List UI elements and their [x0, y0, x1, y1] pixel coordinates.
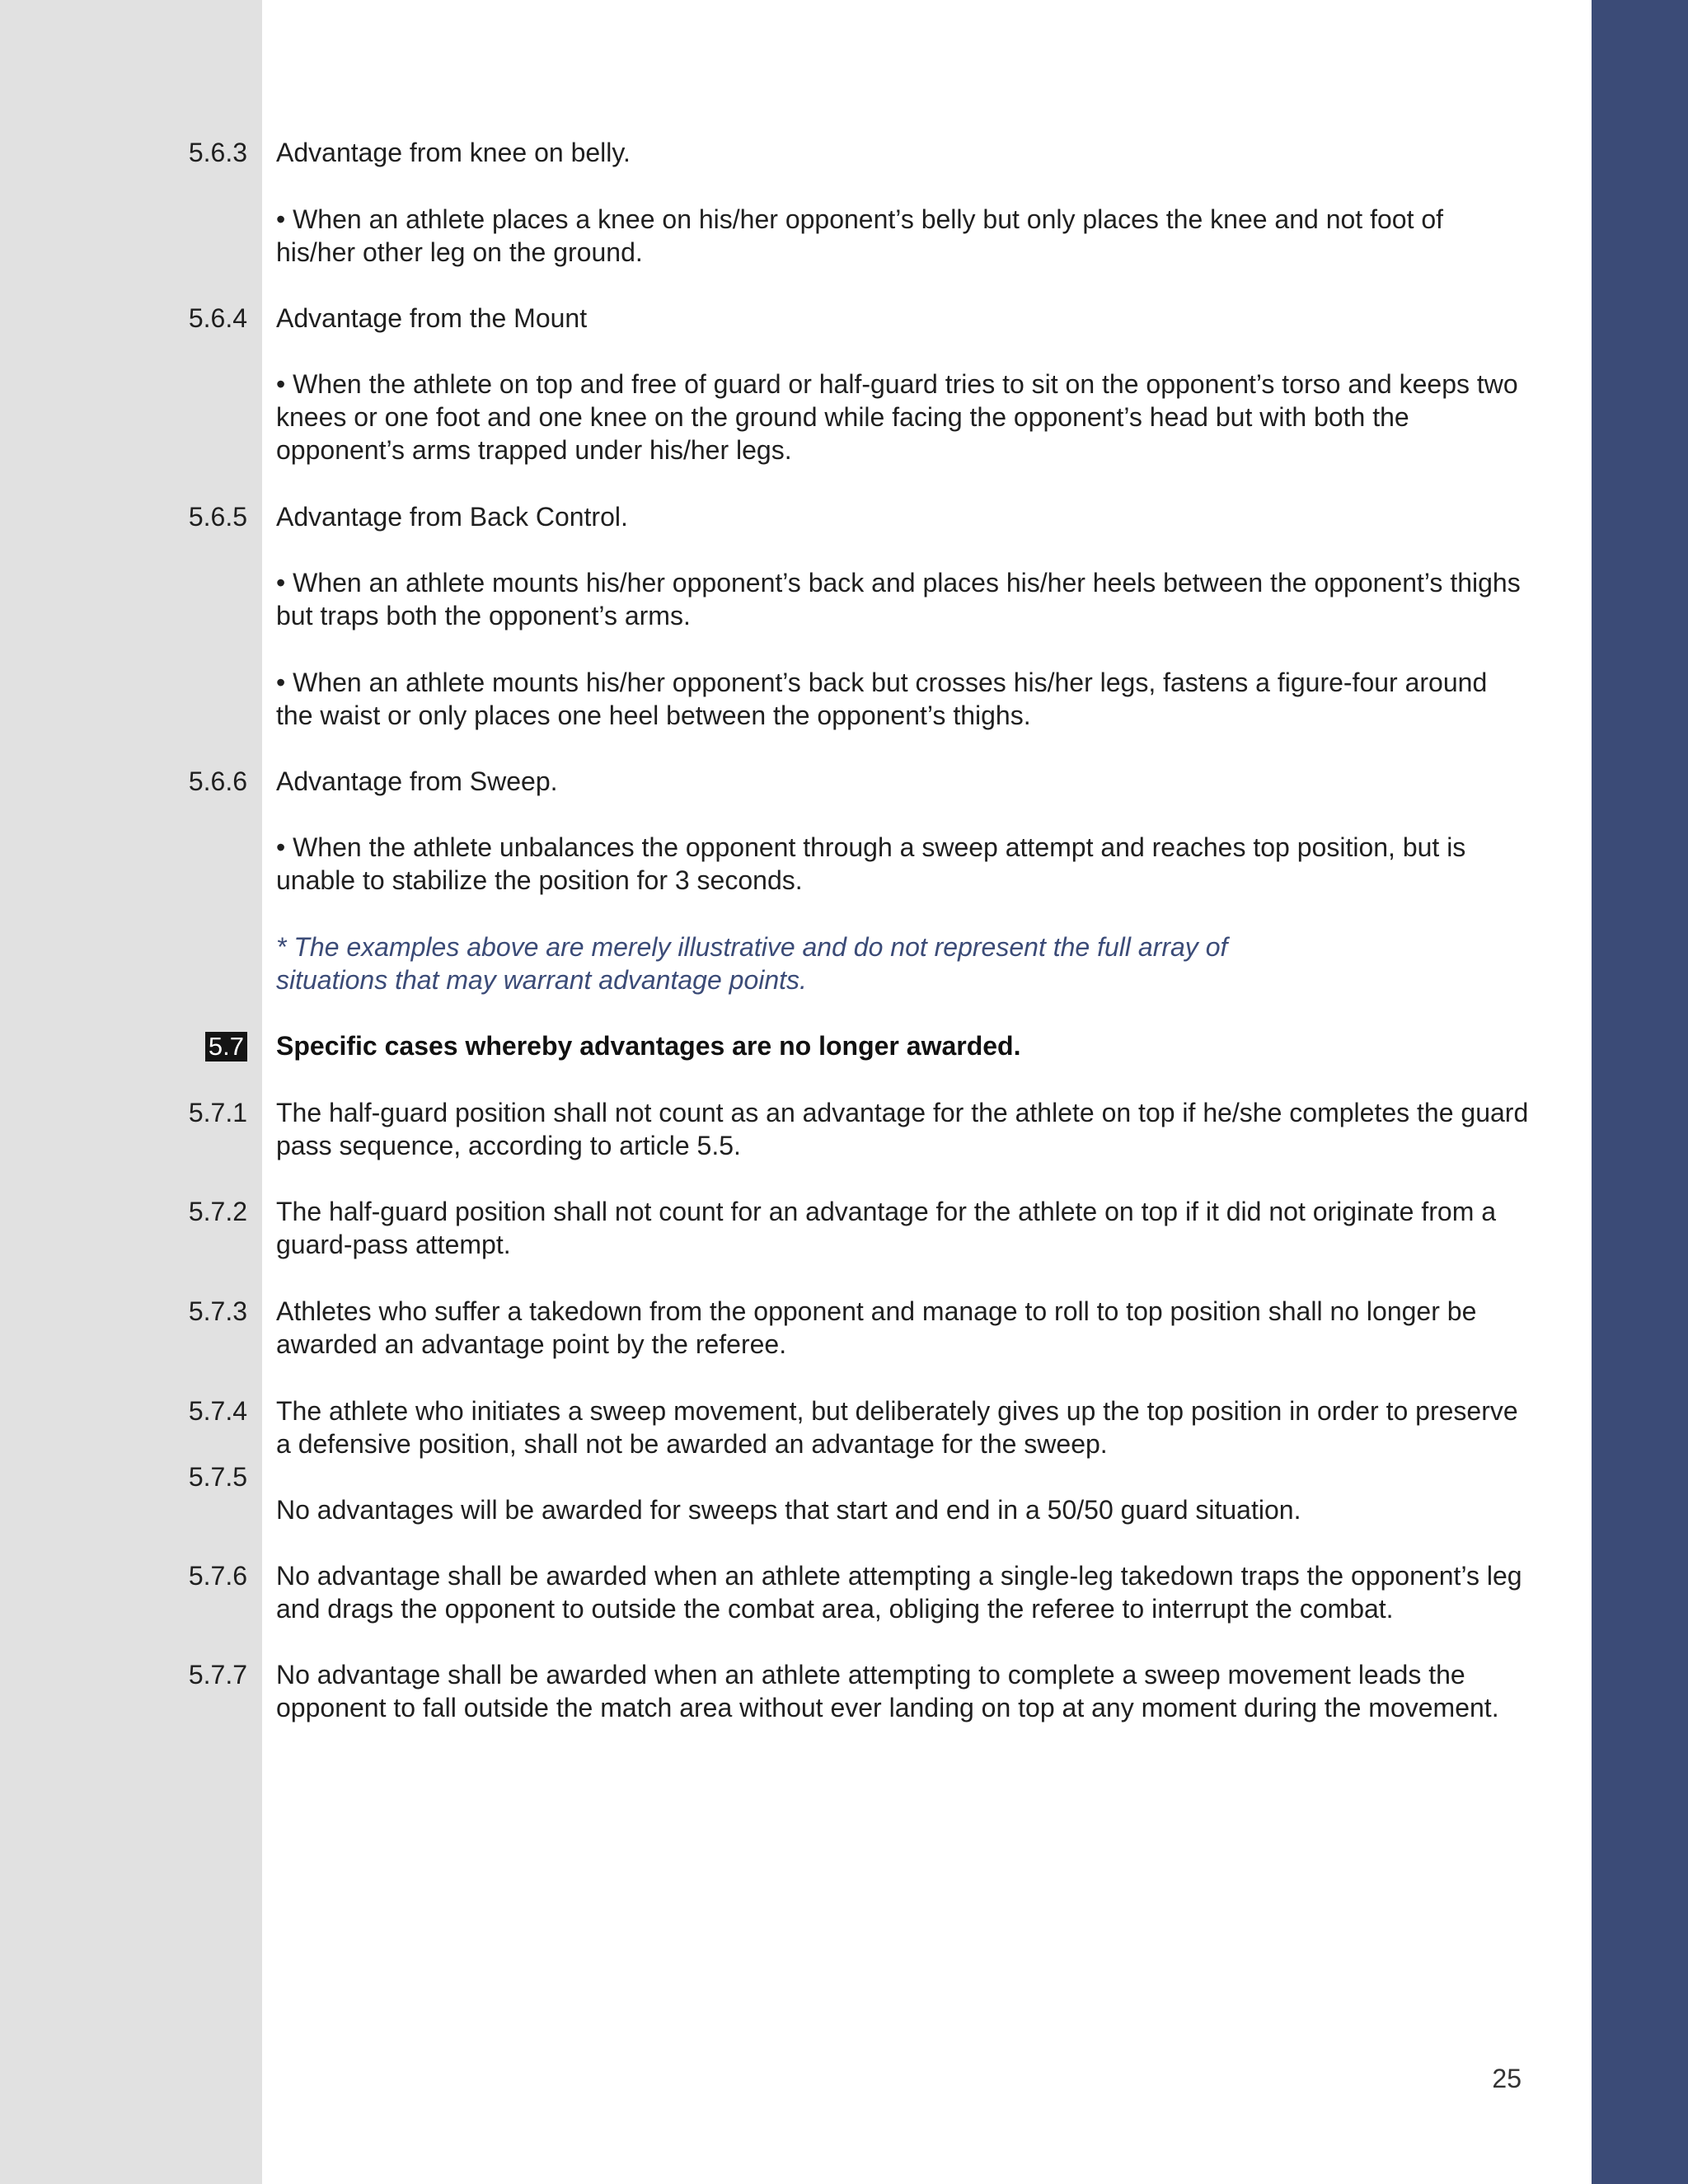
right-color-bar — [1592, 0, 1688, 2184]
section-title-5-6-4: Advantage from the Mount — [276, 303, 588, 333]
section-number-5-6-6: 5.6.6 — [188, 766, 247, 796]
paragraph-5-7-4: The athlete who initiates a sweep movement, but deliberately gives up the top position in order to preserve a defensive position, shall not be awarded an advantage for the sweep. — [276, 1396, 1518, 1459]
section-number-5-7-2: 5.7.2 — [188, 1197, 247, 1226]
paragraph-5-7-6: No advantage shall be awarded when an athlete attempting a single-leg takedown traps the opponent’s leg and drags the opponent to outside the combat area, obliging the referee to interrupt the combat. — [276, 1561, 1522, 1624]
section-number-5-7-5: 5.7.5 — [188, 1462, 247, 1492]
bullet-5-6-4-1: • When the athlete on top and free of guard or half-guard tries to sit on the opponent’s torso and keeps two knees or one foot and one knee on the ground while facing the opponent’s head but with both the opponent’s arms trapped under his/her legs. — [276, 369, 1518, 465]
section-number-5-7-1: 5.7.1 — [188, 1098, 247, 1127]
bullet-5-6-5-1: • When an athlete mounts his/her opponent’s back and places his/her heels between the opponent’s thighs but traps both the opponent’s arms. — [276, 568, 1521, 630]
section-heading-5-7: Specific cases whereby advantages are no longer awarded. — [276, 1031, 1021, 1061]
illustrative-note: * The examples above are merely illustrative and do not represent the full array of situations that may warrant advantage points. — [276, 932, 1228, 995]
bullet-5-6-3-1: • When an athlete places a knee on his/her opponent’s belly but only places the knee and not foot of his/her other leg on the ground. — [276, 204, 1444, 267]
paragraph-5-7-2: The half-guard position shall not count for an advantage for the athlete on top if it did not originate from a guard-pass attempt. — [276, 1197, 1497, 1259]
bullet-5-6-6-1: • When the athlete unbalances the opponent through a sweep attempt and reaches top position, but is unable to stabilize the position for 3 seconds. — [276, 832, 1466, 895]
section-number-5-6-4: 5.6.4 — [188, 303, 247, 333]
section-number-5-6-3: 5.6.3 — [188, 138, 247, 167]
section-number-5-6-5: 5.6.5 — [188, 502, 247, 532]
section-badge-5-7: 5.7 — [205, 1032, 247, 1062]
paragraph-5-7-5: No advantages will be awarded for sweeps that start and end in a 50/50 guard situation. — [276, 1495, 1301, 1525]
section-title-5-6-5: Advantage from Back Control. — [276, 502, 628, 532]
section-number-5-7-4: 5.7.4 — [188, 1396, 247, 1426]
page-number: 25 — [1492, 2064, 1522, 2093]
bullet-5-6-5-2: • When an athlete mounts his/her opponent’s back but crosses his/her legs, fastens a figure-four around the waist or only places one heel between the opponent’s thighs. — [276, 668, 1488, 730]
section-number-5-7-6: 5.7.6 — [188, 1561, 247, 1591]
section-number-5-7-7: 5.7.7 — [188, 1660, 247, 1690]
section-number-5-7-3: 5.7.3 — [188, 1296, 247, 1326]
paragraph-5-7-3: Athletes who suffer a takedown from the opponent and manage to roll to top position shall no longer be awarded an advantage point by the referee. — [276, 1296, 1477, 1359]
section-number-5-7 — [132, 1029, 247, 1062]
paragraph-5-7-1: The half-guard position shall not count as an advantage for the athlete on top if he/she completes the guard pass sequence, according to article 5.5. — [276, 1098, 1529, 1160]
section-title-5-6-3: Advantage from knee on belly. — [276, 138, 631, 167]
section-title-5-6-6: Advantage from Sweep. — [276, 766, 558, 796]
paragraph-5-7-7: No advantage shall be awarded when an athlete attempting to complete a sweep movement leads the opponent to fall outside the match area without ever landing on top at any moment during the movement. — [276, 1660, 1499, 1722]
